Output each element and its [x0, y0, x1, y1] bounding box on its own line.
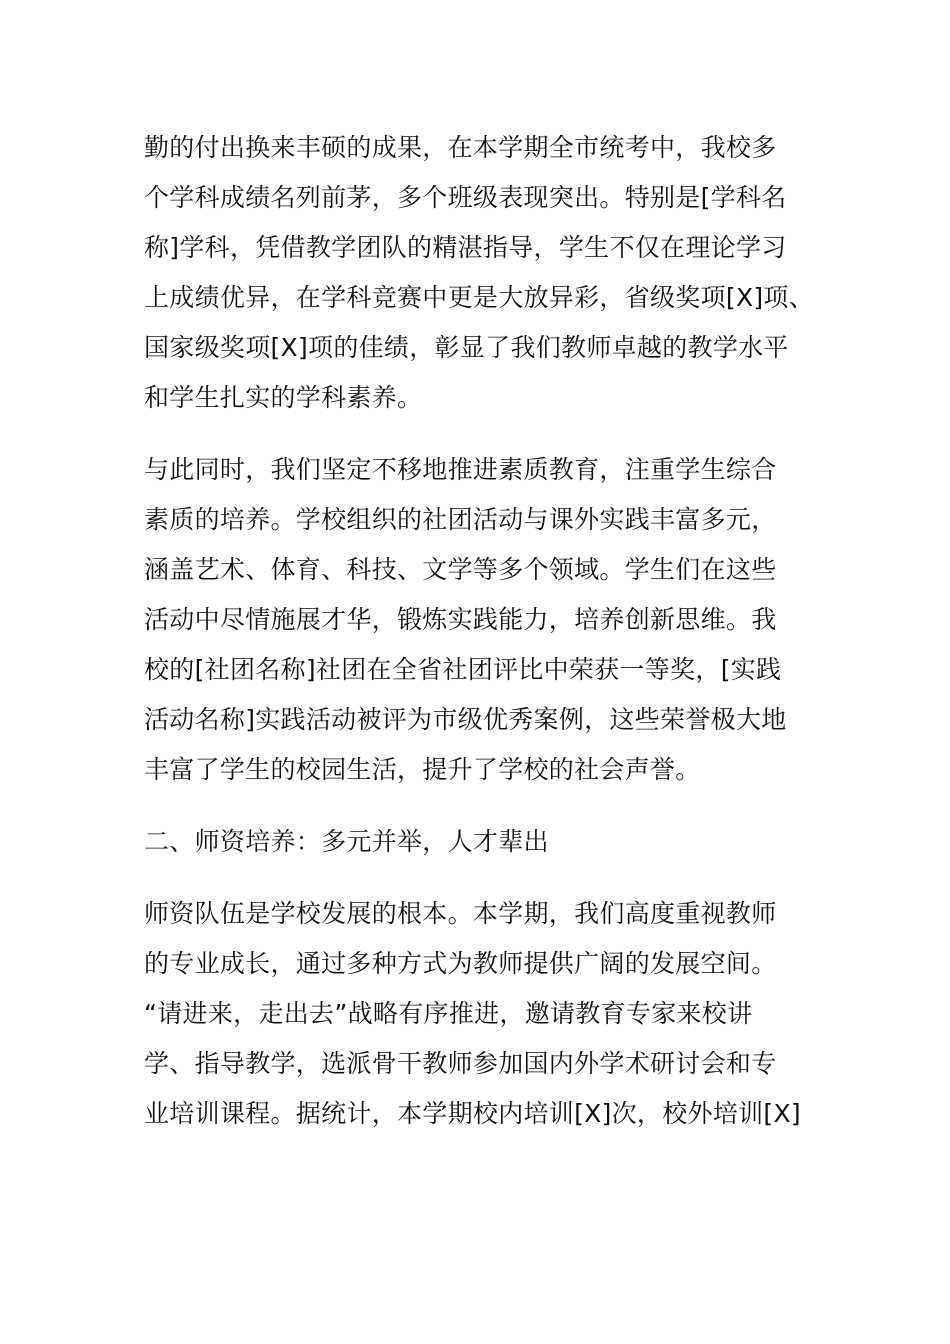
text-line: 业培训课程。据统计，本学期校内培训[X]次，校外培训[X] — [144, 1099, 801, 1128]
paragraph-quality-education — [144, 445, 824, 795]
text-line: 上成绩优异，在学科竞赛中更是大放异彩，省级奖项[X]项、 — [144, 283, 815, 312]
text-line: 的专业成长，通过多种方式为教师提供广阔的发展空间。 — [144, 949, 777, 978]
text-line: 丰富了学生的校园生活，提升了学校的社会声誉。 — [144, 755, 701, 784]
text-line: 活动中尽情施展才华，锻炼实践能力，培养创新思维。我 — [144, 605, 777, 634]
paragraph-teacher-training — [144, 889, 824, 1139]
section-heading-text: 二、师资培养：多元并举，人才辈出 — [144, 827, 549, 856]
text-line: 个学科成绩名列前茅，多个班级表现突出。特别是[学科名 — [144, 183, 787, 212]
text-line: 学、指导教学，选派骨干教师参加国内外学术研讨会和专 — [144, 1049, 777, 1078]
text-line: 勤的付出换来丰硕的成果，在本学期全市统考中，我校多 — [144, 133, 777, 162]
section-heading — [144, 817, 824, 867]
text-line: 素质的培养。学校组织的社团活动与课外实践丰富多元， — [144, 505, 777, 534]
text-line: 国家级奖项[X]项的佳绩，彰显了我们教师卓越的教学水平 — [144, 333, 789, 362]
text-line: 和学生扎实的学科素养。 — [144, 383, 423, 412]
text-line: 涵盖艺术、体育、科技、文学等多个领域。学生们在这些 — [144, 555, 777, 584]
text-line: 称]学科，凭借教学团队的精湛指导，学生不仅在理论学习 — [144, 233, 787, 262]
paragraph-academic-results — [144, 123, 824, 423]
text-line: 与此同时，我们坚定不移地推进素质教育，注重学生综合 — [144, 455, 777, 484]
text-line: 校的[社团名称]社团在全省社团评比中荣获一等奖，[实践 — [144, 655, 782, 684]
text-line: 活动名称]实践活动被评为市级优秀案例，这些荣誉极大地 — [144, 705, 787, 734]
text-line: “请进来，走出去”战略有序推进，邀请教育专家来校讲 — [144, 999, 753, 1028]
text-line: 师资队伍是学校发展的根本。本学期，我们高度重视教师 — [144, 899, 777, 928]
